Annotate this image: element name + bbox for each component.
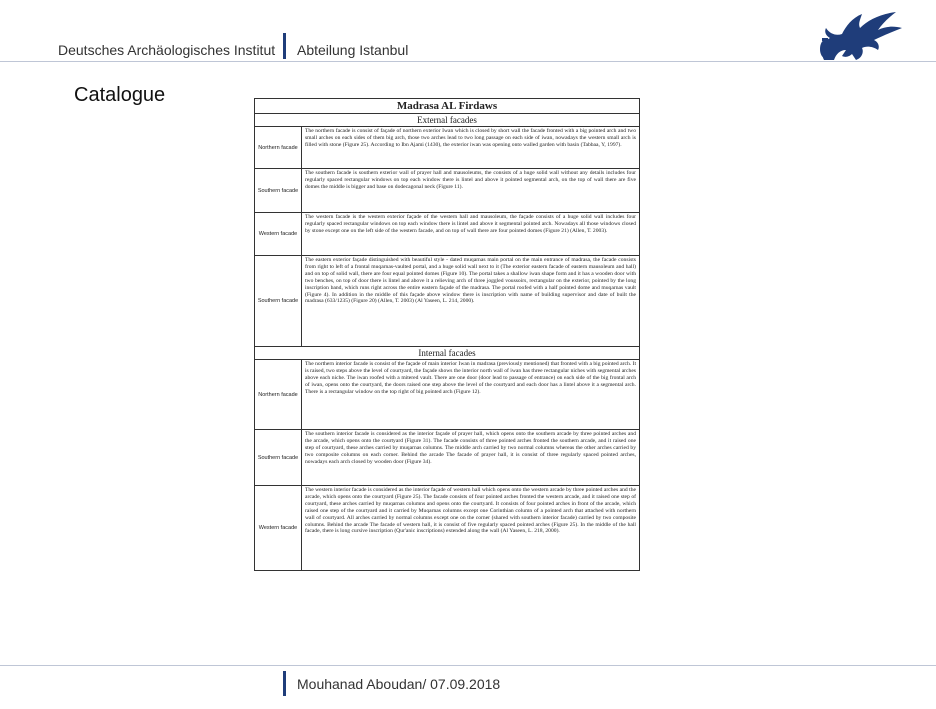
row-label: Southern facade [255, 256, 302, 346]
row-description: The eastern exterior façade distinguished with beautiful style - dated muqarnas main portal on the main entrance of madrasa, the facade consists from right to left of a frontal muqarnas-vaulted portal, and a huge solid wall next to it (The exterior eastern facade of eastern mausoleum and hall) and on top of solid wall, there are four equal pointed domes (Figure 10). The portal takes a shallow iwan shape form and it has a wooden door with two benches, on top of door there is lintel and above it a relieving arch of three joggled voussoirs, rectangular on the exterior, pointed by the long inscription band, which runs right across the entire eastern façade of the madrasa. The portal roofed with a half pointed dome and muqarnas vault (Figure 4). In addition in the middle of this façade above window there is inscription with name of building supervisor and date of built the madrasa (633/1235) (Figure 20) (Allen, T. 2003) (Al Yaseen, L. 214, 2000). [305, 257, 636, 305]
section-title: Internal facades [255, 347, 639, 360]
row-description: The western facade is the western exterior façade of the western hall and mausoleum, the façade consists of a huge solid wall includes four regularly spaced rectangular windows on top each window there is lintel and above it segmental pointed arch. Nowadays all those windows closed by stone except one on the left side of the western facade, and on top of wall there are four pointed domes (Figure 21) (Allen, T. 2003). [305, 214, 636, 234]
row-label: Western facade [255, 213, 302, 255]
row-label: Western facade [255, 486, 302, 570]
table-title: Madrasa AL Firdaws [255, 99, 639, 114]
catalogue-table [254, 98, 640, 571]
header-rule [0, 61, 936, 62]
slide-title: Catalogue [74, 84, 166, 106]
row-description: The northern facade is consist of façade of northern exterior Iwan which is closed by short wall the facade fronted with a big pointed arch and two small arches on each sides of them big arch, those two arches lead to two long passage on each side of iwan, nowadays the western small arch is filled with stone (Figure 25). According to Ibn Ajami (1430), the exterior iwan was opening onto walled garden with basin (Tabbaa, Y, 1997). [305, 128, 636, 148]
table-row [255, 360, 639, 430]
row-label: Southern facade [255, 430, 302, 485]
section-title: External facades [255, 114, 639, 127]
header-divider [283, 33, 286, 59]
institute-name: Deutsches Archäologisches Institut [58, 42, 276, 58]
department-name: Abteilung Istanbul [297, 42, 409, 58]
row-label: Northern facade [255, 127, 302, 168]
footer-rule [0, 665, 936, 666]
table-row [255, 256, 639, 347]
row-description: The southern interior facade is considered as the interior façade of prayer hall, which opens onto the southern arcade by three pointed arches and the arcade, which opens onto the courtyard (Figure 31). The facade consists of three pointed arches fronted the southern arcade, and it raised one step of courtyard, these arches carried by muqarnas columns. The middle arch carried by two normal columns whereas the other arches carried by two composite columns on each corner. Behind the arcade The facade of prayer hall, it is consist of three regularly spaced pointed arches, nowadays each arch closed by wooden door (Figure 34). [305, 431, 636, 465]
footer-divider [283, 671, 286, 696]
table-row [255, 127, 639, 169]
row-label: Northern facade [255, 360, 302, 429]
griffin-logo-icon [812, 8, 904, 64]
row-description: The southern facade is southern exterior wall of prayer hall and mausoleums, the consists of a huge solid wall without any details includes four regularly spaced rectangular windows on top each window there is lintel and above it pointed segmental arch, on the top of wall there are five domes the middle is bigger and base on dodecagonal neck (Figure 11). [305, 170, 636, 190]
table-row [255, 169, 639, 213]
footer-author-date: Mouhanad Aboudan/ 07.09.2018 [297, 676, 501, 692]
row-description: The northern interior facade is consist of the façade of main interior Iwan in madrasa (previously mentioned) that fronted with a big pointed arch. It is raised, two steps above the level of courtyard, the façade shows the interior north wall of iwan has three rectangular niches with segmental arches above each niche. The iwan roofed with a mitered vault. There are one door (door lead to passage of entrance) on each side of the big frontal arch of iwan, opens onto the courtyard, the doors raised one step above the level of the courtyard and each door has a lintel above it a segmental arch. There is a rectangular window on the top right of big pointed arch (Figure 12). [305, 361, 636, 395]
table-row [255, 486, 639, 570]
table-row [255, 213, 639, 256]
row-description: The western interior facade is considered as the interior façade of western hall which opens onto the western arcade by three pointed arches and the arcade, which opens onto the courtyard (Figure 25). The facade consists of four pointed arches fronted the western arcade, and it raised one step of courtyard, these arches carried by muqarnas columns and opens onto the courtyard. It consists of four pointed arches in front of the arcade, which raised one step of the courtyard and it carried by Muqarnas columns except one Corinthian column of a pointed arch that attached with northern wall of courtyard. All arches carried by normal columns except one on the corner (shared with southern interior facade) carried by two composite columns. Behind the arcade The facade of western hall, it is consist of five regularly spaced pointed arches (Figure 25). In the middle of the hall facade, there is long cursive inscription (Qur'anic inscriptions) extended along the wall (Al Yaseen, L. 218, 2000). [305, 487, 636, 535]
table-row [255, 430, 639, 486]
row-label: Southern facade [255, 169, 302, 212]
